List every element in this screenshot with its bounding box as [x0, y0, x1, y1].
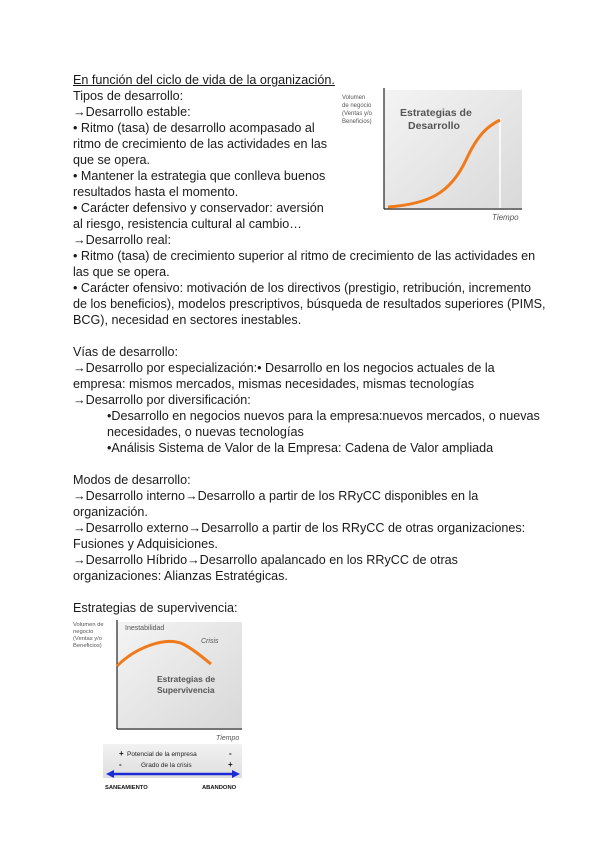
- text-line: empresa: mismos mercados, mismas necesidades, mismas tecnologías: [73, 377, 475, 391]
- text-line: Tipos de desarrollo:: [73, 89, 184, 103]
- text-line: • Ritmo (tasa) de desarrollo acompasado al: [73, 121, 315, 135]
- left-end-label: SANEAMIENTO: [105, 785, 148, 791]
- scale-top-minus: -: [229, 749, 232, 758]
- chart-title-line1: Estrategias de: [400, 107, 472, 119]
- text-line: resultados hasta el momento.: [73, 185, 239, 199]
- y-axis-label: Volumen: [342, 95, 366, 101]
- crisis-degree-label: Grado de la crisis: [141, 762, 192, 769]
- text-line: • Mantener la estrategia que conlleva buenos: [73, 169, 326, 183]
- scale-top-plus: +: [119, 749, 124, 758]
- text-line: al riesgo, resistencia cultural al cambio…: [73, 217, 302, 231]
- chart-title-line2: Desarrollo: [408, 120, 460, 132]
- text-line: →Desarrollo interno→Desarrollo a partir de los RRyCC disponibles en la: [73, 489, 479, 503]
- text-line: •Análisis Sistema de Valor de la Empresa: Cadena de Valor ampliada: [107, 441, 494, 455]
- text-line: organizaciones: Alianzas Estratégicas.: [73, 569, 288, 583]
- survival-strategies-chart: [71, 616, 244, 796]
- x-axis-label: Tiempo: [216, 735, 240, 742]
- y-axis-label: (Ventas y/o: [342, 111, 373, 117]
- chart-title-line1: Estrategias de: [157, 674, 216, 684]
- y-axis-label: de negocio: [342, 103, 372, 109]
- text-line: ritmo de crecimiento de las actividades en las: [73, 137, 328, 151]
- y-axis-label: (Ventas y/o: [73, 636, 103, 642]
- text-line: de los beneficios), modelos prescriptivos, búsqueda de resultados superiores (PIMS,: [73, 297, 546, 311]
- text-line: las que se opera.: [73, 265, 170, 279]
- survival-strategies-figure: [71, 616, 244, 796]
- text-line: BCG), necesidad en sectores inestables.: [73, 313, 302, 327]
- text-line: • Carácter defensivo y conservador: aversión: [73, 201, 324, 215]
- text-line: →Desarrollo por especialización:• Desarrollo en los negocios actuales de la: [73, 361, 495, 375]
- instability-label: Inestabilidad: [125, 625, 165, 632]
- text-line: →Desarrollo estable:: [73, 105, 191, 119]
- text-line: →Desarrollo por diversificación:: [73, 393, 251, 407]
- text-line: •Desarrollo en negocios nuevos para la empresa:nuevos mercados, o nuevas: [107, 409, 540, 423]
- text-line: Fusiones y Adquisiciones.: [73, 537, 218, 551]
- text-line: →Desarrollo externo→Desarrollo a partir de los RRyCC de otras organizaciones:: [73, 521, 526, 535]
- development-strategies-figure: [338, 82, 526, 224]
- crisis-label: Crisis: [201, 638, 219, 645]
- section-heading: En función del ciclo de vida de la organización.: [73, 73, 335, 87]
- y-axis-label: Beneficios): [73, 643, 102, 649]
- text-line: →Desarrollo real:: [73, 233, 171, 247]
- subsection-heading: Estrategias de supervivencia:: [73, 601, 238, 615]
- y-axis-label: Volumen de: [73, 622, 104, 628]
- x-axis-label: Tiempo: [492, 213, 519, 222]
- development-strategies-chart: [338, 82, 526, 224]
- potential-label: Potencial de la empresa: [127, 751, 197, 758]
- text-line: →Desarrollo Híbrido→Desarrollo apalancado en los RRyCC de otras: [73, 553, 458, 567]
- text-line: organización.: [73, 505, 148, 519]
- scale-bottom-plus: +: [228, 760, 233, 769]
- text-line: • Carácter ofensivo: motivación de los directivos (prestigio, retribución, incremento: [73, 281, 531, 295]
- chart-title-line2: Supervivencia: [157, 685, 215, 695]
- text-line: que se opera.: [73, 153, 151, 167]
- y-axis-label: Beneficios): [342, 119, 372, 125]
- subsection-heading: Modos de desarrollo:: [73, 473, 191, 487]
- y-axis-label: negocio: [73, 629, 94, 635]
- text-line: • Ritmo (tasa) de crecimiento superior al ritmo de crecimiento de las actividades en: [73, 249, 536, 263]
- text-line: necesidades, o nuevas tecnologías: [107, 425, 304, 439]
- subsection-heading: Vías de desarrollo:: [73, 345, 179, 359]
- scale-bottom-minus: -: [119, 760, 122, 769]
- right-end-label: ABANDONO: [202, 785, 237, 791]
